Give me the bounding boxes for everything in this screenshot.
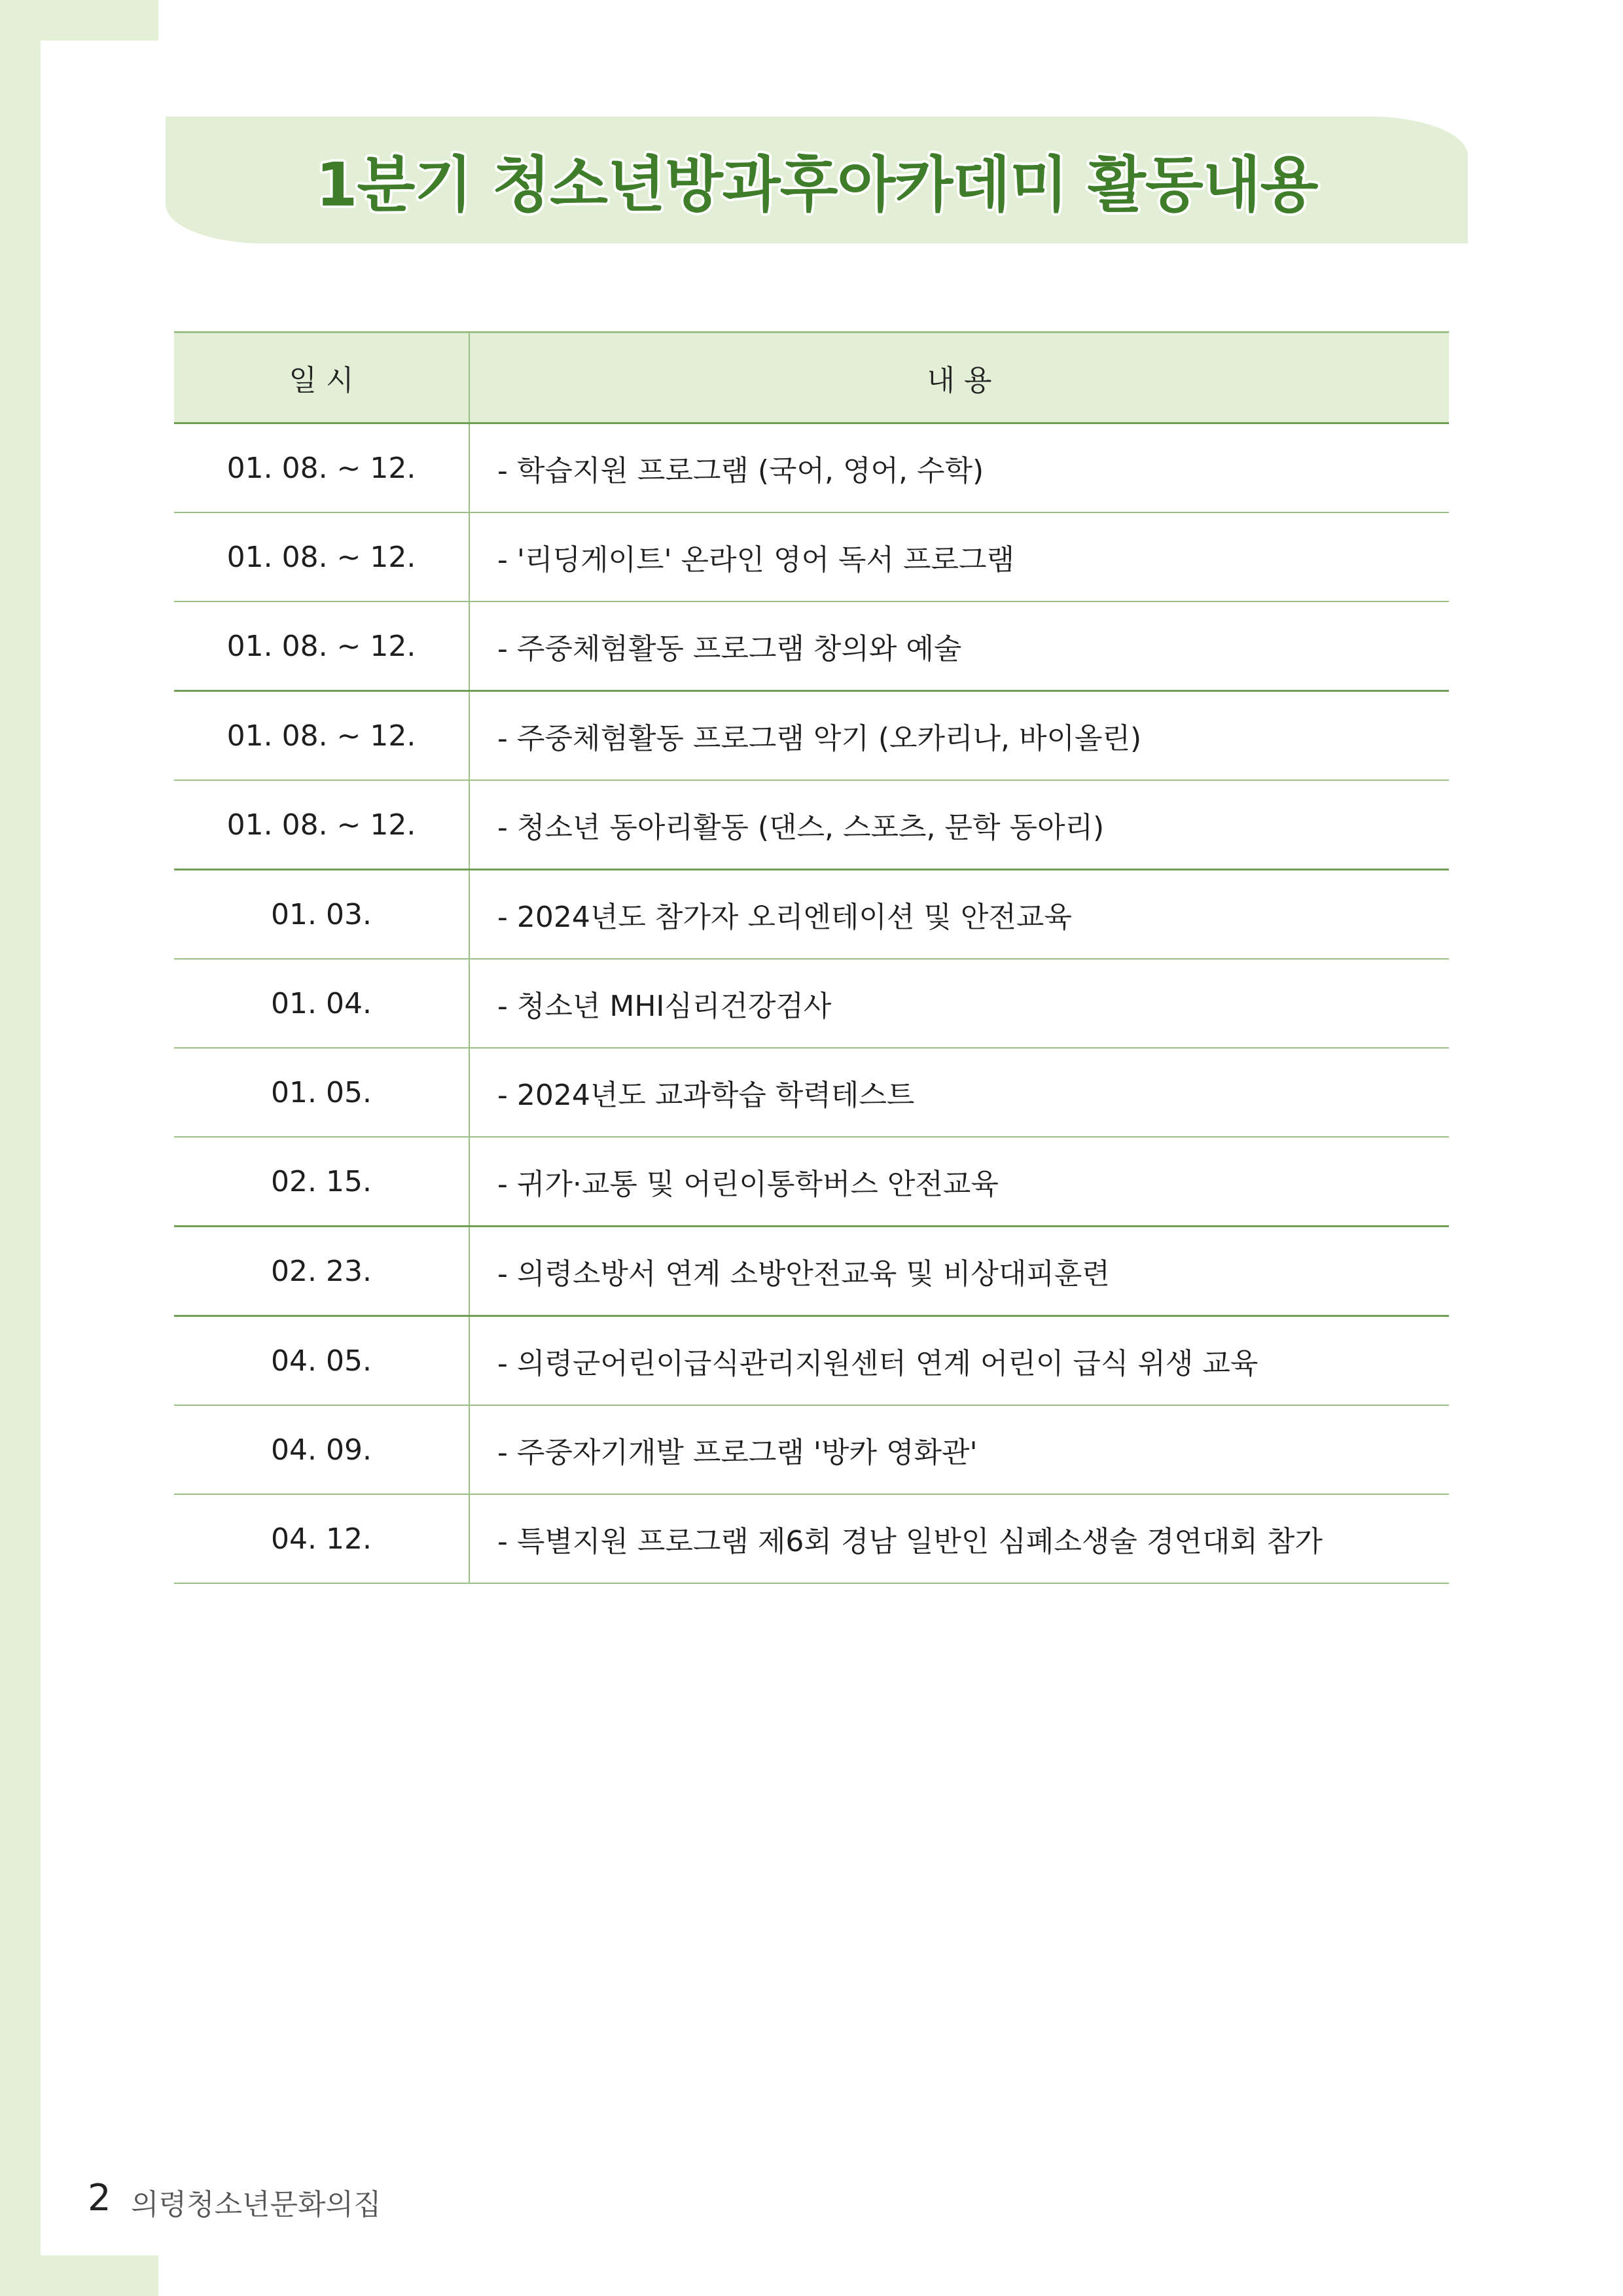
- page-number: 2: [88, 2177, 111, 2219]
- row-content: - 특별지원 프로그램 제6회 경남 일반인 심폐소생술 경연대회 참가: [469, 1494, 1449, 1583]
- table-row: [174, 780, 1449, 870]
- row-date: 02. 23.: [174, 1227, 469, 1316]
- row-date: 01. 08. ~ 12.: [174, 512, 469, 601]
- row-date: 02. 15.: [174, 1137, 469, 1227]
- left-frame-bar: [0, 0, 41, 2296]
- row-date: 01. 08. ~ 12.: [174, 601, 469, 691]
- row-content: - 주중자기개발 프로그램 '방카 영화관': [469, 1405, 1449, 1494]
- row-content: - 귀가·교통 및 어린이통학버스 안전교육: [469, 1137, 1449, 1227]
- row-content: - 학습지원 프로그램 (국어, 영어, 수학): [469, 423, 1449, 513]
- table-row: [174, 691, 1449, 781]
- table-row: [174, 1494, 1449, 1583]
- row-date: 04. 09.: [174, 1405, 469, 1494]
- row-content: - 청소년 MHI심리건강검사: [469, 959, 1449, 1048]
- top-frame-bar: [0, 0, 158, 41]
- row-content: - 주중체험활동 프로그램 창의와 예술: [469, 601, 1449, 691]
- row-content: - 주중체험활동 프로그램 악기 (오카리나, 바이올린): [469, 691, 1449, 781]
- row-content: - 청소년 동아리활동 (댄스, 스포츠, 문학 동아리): [469, 780, 1449, 870]
- table-row: [174, 1316, 1449, 1406]
- row-date: 01. 05.: [174, 1048, 469, 1137]
- table-row: [174, 1227, 1449, 1316]
- row-date: 01. 04.: [174, 959, 469, 1048]
- row-content: - 의령군어린이급식관리지원센터 연계 어린이 급식 위생 교육: [469, 1316, 1449, 1406]
- row-content: - 2024년도 참가자 오리엔테이션 및 안전교육: [469, 870, 1449, 960]
- row-date: 04. 12.: [174, 1494, 469, 1583]
- bottom-frame-bar: [0, 2255, 158, 2296]
- table-row: [174, 1048, 1449, 1137]
- table-row: [174, 423, 1449, 513]
- row-date: 01. 08. ~ 12.: [174, 780, 469, 870]
- table-row: [174, 512, 1449, 601]
- page-title: 1분기 청소년방과후아카데미 활동내용: [315, 150, 1318, 220]
- row-date: 01. 08. ~ 12.: [174, 691, 469, 781]
- header-date: 일 시: [174, 332, 469, 423]
- document-name: 의령청소년문화의집: [131, 2188, 382, 2221]
- header-content: 내 용: [469, 332, 1449, 423]
- table-row: [174, 959, 1449, 1048]
- table-row: [174, 601, 1449, 691]
- row-content: - 의령소방서 연계 소방안전교육 및 비상대피훈련: [469, 1227, 1449, 1316]
- activity-table: [174, 331, 1449, 1584]
- row-content: - 2024년도 교과학습 학력테스트: [469, 1048, 1449, 1137]
- table-row: [174, 870, 1449, 960]
- row-date: 01. 03.: [174, 870, 469, 960]
- table-header-row: [174, 332, 1449, 423]
- row-date: 01. 08. ~ 12.: [174, 423, 469, 513]
- row-content: - '리딩게이트' 온라인 영어 독서 프로그램: [469, 512, 1449, 601]
- table-row: [174, 1405, 1449, 1494]
- row-date: 04. 05.: [174, 1316, 469, 1406]
- table-row: [174, 1137, 1449, 1227]
